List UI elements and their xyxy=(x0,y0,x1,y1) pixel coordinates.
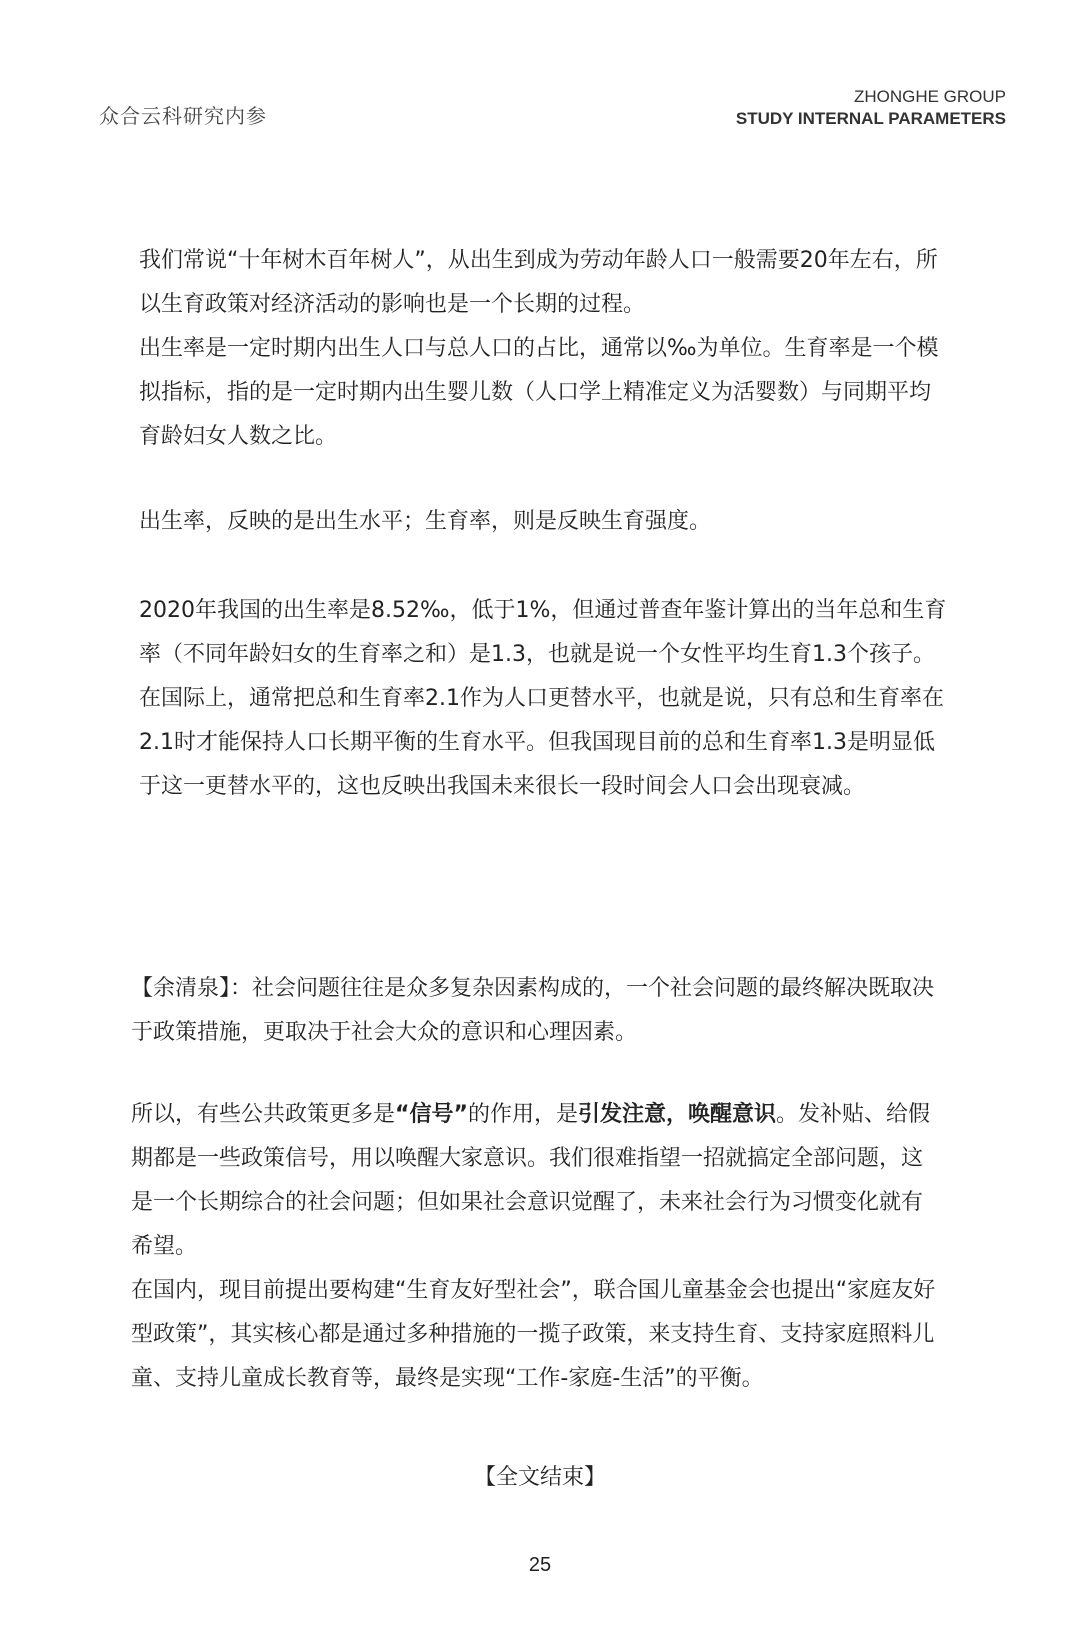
publication-title: 众合云科研究内参 xyxy=(99,104,267,128)
paragraph: 出生率，反映的是出生水平；生育率，则是反映生育强度。 xyxy=(139,509,712,534)
paragraph: 在国内，现目前提出要构建“生育友好型社会”，联合国儿童基金会也提出“家庭友好型政策”，其实核心都是通过多种措施的一揽子政策，来支持生育、支持家庭照料儿童、支持儿童成长教育等，最终是实现“工作-家庭-生活”的平衡。 xyxy=(131,1278,936,1391)
text-run: 。发补贴、给假期都是一些政策信号，用以唤醒大家意识。我们很难指望一招就搞定全部问题，这是一个长期综合的社会问题；但如果社会意识觉醒了，未来社会行为习惯变化就有希望。 xyxy=(131,1102,930,1259)
paragraph: 在国际上，通常把总和生育率2.1作为人口更替水平，也就是说，只有总和生育率在2.1时才能保持人口长期平衡的生育水平。但我国现目前的总和生育率1.3是明显低于这一更替水平的，这也反映出我国未来很长一段时间会人口会出现衰减。 xyxy=(139,686,944,799)
paragraph-block-1 xyxy=(139,239,949,459)
paragraph-block-4 xyxy=(131,967,941,1055)
paragraph: 我们常说“十年树木百年树人”，从出生到成为劳动年龄人口一般需要20年左右，所以生育政策对经济活动的影响也是一个长期的过程。 xyxy=(139,248,938,317)
bold-text: 引发注意，唤醒意识 xyxy=(577,1102,776,1127)
header-brand xyxy=(736,86,1006,130)
brand-line-2: STUDY INTERNAL PARAMETERS xyxy=(735,109,1006,128)
paragraph-block-5 xyxy=(131,1093,941,1401)
paragraph xyxy=(131,1093,941,1269)
brand-line-1: ZHONGHE GROUP xyxy=(853,87,1006,106)
text-run: 所以，有些公共政策更多是 xyxy=(131,1102,396,1127)
bold-text: “信号” xyxy=(395,1102,468,1127)
text-run: 的作用，是 xyxy=(467,1102,578,1127)
paragraph-block-2 xyxy=(139,500,949,544)
paragraph-block-3 xyxy=(139,589,949,809)
page-number: 25 xyxy=(528,1554,552,1576)
paragraph: 【余清泉】：社会问题往往是众多复杂因素构成的，一个社会问题的最终解决既取决于政策措施，更取决于社会大众的意识和心理因素。 xyxy=(131,976,935,1045)
paragraph: 出生率是一定时期内出生人口与总人口的占比，通常以‰为单位。生育率是一个模拟指标，指的是一定时期内出生婴儿数（人口学上精准定义为活婴数）与同期平均育龄妇女人数之比。 xyxy=(139,336,939,449)
paragraph: 2020年我国的出生率是8.52‰，低于1%，但通过普查年鉴计算出的当年总和生育率（不同年龄妇女的生育率之和）是1.3，也就是说一个女性平均生育1.3个孩子。 xyxy=(139,598,947,667)
end-marker: 【全文结束】 xyxy=(473,1465,606,1490)
